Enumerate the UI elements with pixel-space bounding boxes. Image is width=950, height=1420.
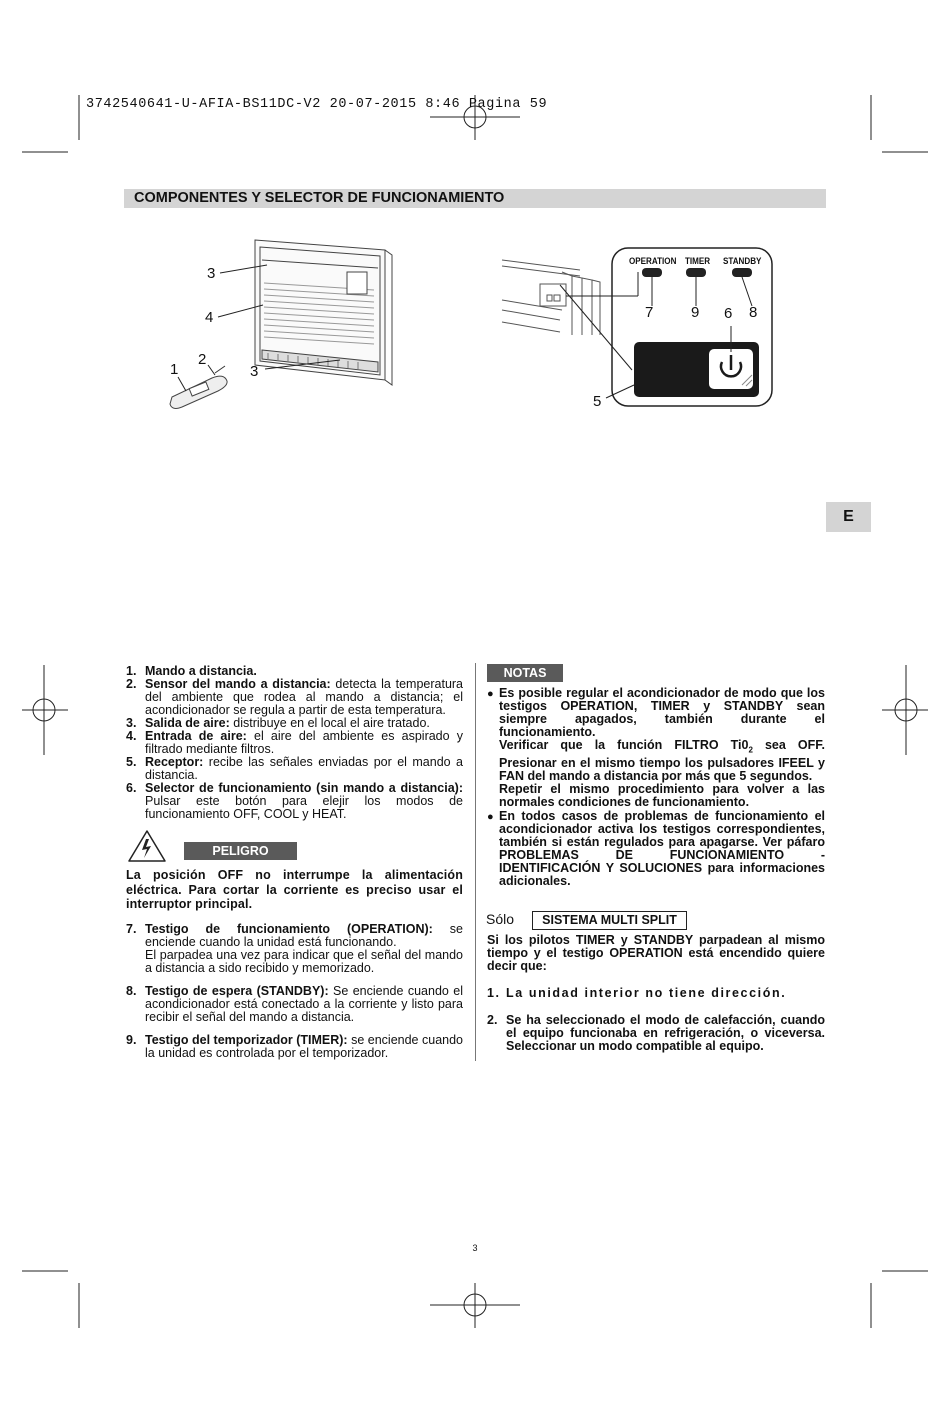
notes-list — [487, 687, 825, 889]
multi-split-label: SISTEMA MULTI SPLIT — [532, 911, 687, 930]
danger-label: PELIGRO — [184, 842, 297, 860]
list-item: 5. Receptor: recibe las señales enviadas por el mando a distancia. — [126, 755, 463, 782]
callout-3-bottom: 3 — [250, 363, 259, 380]
page-number: 3 — [472, 1243, 478, 1253]
list-item: 2. Sensor del mando a distancia: detecta la temperatura del ambiente que rodea al mando a distancia; el acondicionador se regula a partir de esta temperatura. — [126, 677, 464, 717]
electric-hazard-icon — [127, 829, 167, 863]
multi-split-list — [487, 987, 825, 1053]
indicator-label-standby: STANDBY — [723, 256, 762, 267]
danger-text: La posición OFF no interrumpe la alimentación eléctrica. Para cortar la corriente es preciso usar el interruptor principal. — [126, 868, 463, 911]
callout-3-top: 3 — [207, 265, 216, 282]
list-item: 9. Testigo del temporizador (TIMER): se enciende cuando la unidad es controlada por el temporizador. — [126, 1033, 464, 1060]
list-item: ● Es posible regular el acondicionador de modo que los testigos OPERATION, TIMER y STANDBY sean siempre apagados, también durante el funcionamiento. Verificar que la función FILTRO $Ti0_2$ sea OFF. Presionar en el mismo tiempo los pulsadores IFEEL y FAN del mando a distancia por más que 5 segundos. Repetir el mismo procedimiento para volver a las normales condiciones de funcionamiento. — [487, 686, 825, 809]
callout-5: 5 — [593, 393, 602, 410]
list-item: 1. Mando a distancia. — [126, 664, 257, 678]
list-item: 7. Testigo de funcionamiento (OPERATION): se enciende cuando la unidad está funcionando. El parpadea una vez para indicar que el señal del mando a distancia a sido recibido y memorizado. — [126, 922, 463, 975]
list-item: 2. Se ha seleccionado el modo de calefacción, cuando el equipo funcionaba en refrigeración, o viceversa. Seleccionar un modo compatible al equipo. — [487, 1013, 825, 1053]
section-title: COMPONENTES Y SELECTOR DE FUNCIONAMIENTO — [134, 190, 505, 206]
language-tab: E — [826, 502, 871, 532]
notes-label: NOTAS — [487, 664, 563, 682]
callout-2: 2 — [198, 351, 207, 368]
indicator-list — [126, 923, 463, 1060]
list-item: 3. Salida de aire: distribuye en el local el aire tratado. — [126, 716, 430, 730]
callout-7: 7 — [645, 304, 654, 321]
callout-8: 8 — [749, 304, 758, 321]
indicator-label-timer: TIMER — [685, 256, 711, 267]
list-item: 8. Testigo de espera (STANDBY): Se enciende cuando el acondicionador está conectado a la corriente y listo para recibir el señal del mando a distancia. — [126, 984, 463, 1024]
callout-4: 4 — [205, 309, 214, 326]
column-divider — [475, 663, 476, 1061]
multi-split-intro: Si los pilotos TIMER y STANDBY parpadean al mismo tiempo y el testigo OPERATION está encendido quiere decir que: — [487, 933, 825, 973]
list-item: 6. Selector de funcionamiento (sin mando a distancia): Pulsar este botón para elejir los modos de funcionamiento OFF, COOL y HEAT. — [126, 781, 463, 821]
callout-1: 1 — [170, 361, 179, 378]
indoor-unit-illustration — [160, 235, 400, 410]
list-item: 1. La unidad interior no tiene dirección. — [487, 986, 787, 1000]
print-header: 3742540641-U-AFIA-BS11DC-V2 20-07-2015 8:46 Pagina 59 — [86, 97, 548, 112]
multi-split-prefix: Sólo — [486, 911, 515, 927]
indicator-label-operation: OPERATION — [629, 256, 677, 267]
component-list — [126, 665, 463, 821]
callout-9: 9 — [691, 304, 700, 321]
list-item: ● En todos casos de problemas de funcionamiento el acondicionador activa los testigos correspondientes, también si están regulados para apagarse. Ver páfaro PROBLEMAS DE FUNCIONAMIENTO - IDENTIFICACIÓN Y SOLUCIONES para informaciones adicionales. — [487, 808, 825, 888]
list-item: 4. Entrada de aire: el aire del ambiente es aspirado y filtrado mediante filtros. — [126, 729, 463, 756]
callout-6: 6 — [724, 305, 733, 322]
